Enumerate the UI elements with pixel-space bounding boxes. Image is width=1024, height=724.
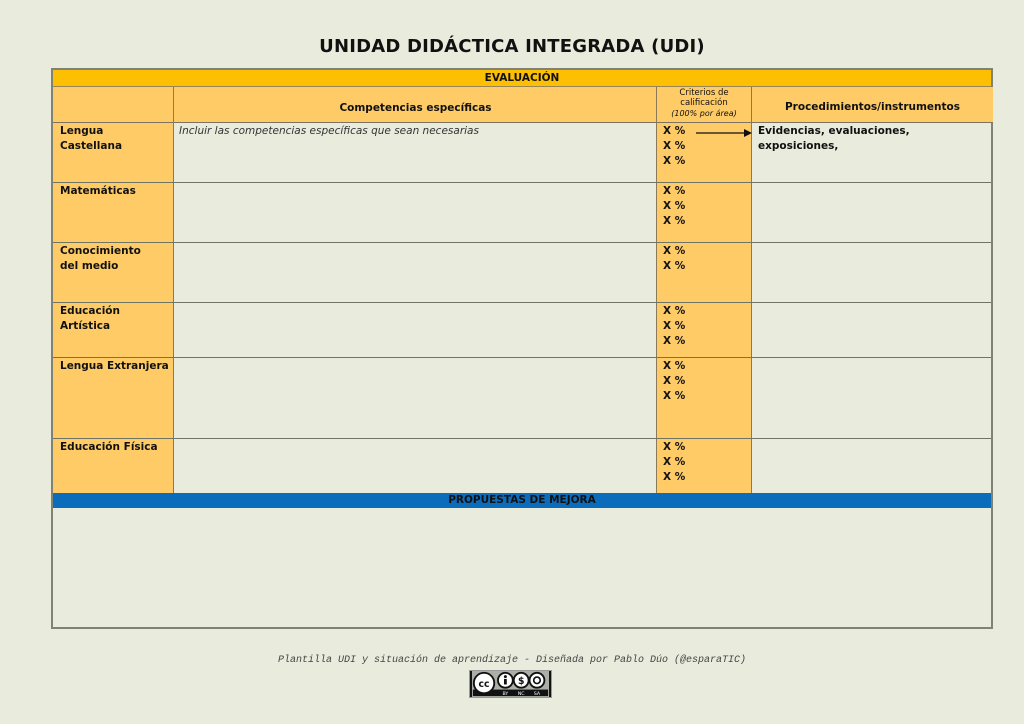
improvements-area[interactable] [53,508,991,627]
header-subject-cell [53,87,173,123]
footer-credit: Plantilla UDI y situación de aprendizaje - Diseñada por Pablo Dúo (@esparaTIC) [277,655,747,666]
criteria-cell[interactable]: X % X % [663,245,686,272]
criteria-cell[interactable]: X % X % X % [663,185,686,227]
header-criteria-line2: calificación [680,98,728,108]
subject-educacion-fisica[interactable]: Educación Física [60,441,158,453]
subject-educacion-artistica[interactable]: Educación Artística [60,305,120,332]
subject-matematicas[interactable]: Matemáticas [60,185,136,197]
subject-conocimiento-del-medio[interactable]: Conocimiento del medio [60,245,141,272]
svg-text:$: $ [517,676,525,687]
competencies-input[interactable]: Incluir las competencias específicas que sean necesarias [179,125,479,137]
svg-text:cc: cc [478,678,490,690]
header-competencies-cell [174,87,657,123]
column-divider [173,87,174,493]
header-competencies: Competencias específicas [339,102,492,114]
criteria-cell[interactable]: X % X % X % [663,360,686,402]
column-divider [656,87,657,493]
svg-text:NC: NC [517,692,525,698]
row-divider [53,182,991,183]
column-divider [751,87,752,493]
header-procedures: Procedimientos/instrumentos [784,101,961,113]
svg-text:BY: BY [502,692,509,698]
header-criteria-cell [657,87,751,123]
criteria-cell[interactable]: X % X % X % [663,305,686,347]
row-divider [53,242,991,243]
evaluation-table [51,68,993,629]
row-divider [53,357,991,358]
row-divider [53,302,991,303]
page-title: UNIDAD DIDÁCTICA INTEGRADA (UDI) [319,36,705,57]
header-criteria-line1: Criterios de [679,88,729,98]
header-criteria-note: (100% por área) [671,109,737,118]
svg-text:SA: SA [533,692,541,698]
evaluation-band: EVALUACIÓN [53,70,991,87]
arrow-right-icon [696,129,752,137]
header-procedures-cell [752,87,993,123]
improvements-band: PROPUESTAS DE MEJORA [53,493,991,508]
subject-lengua-extranjera[interactable]: Lengua Extranjera [60,360,169,372]
criteria-cell[interactable]: X % X % X % [663,441,686,483]
row-divider [53,438,991,439]
criteria-cell[interactable]: X % X % X % [663,125,686,167]
subject-lengua-castellana[interactable]: Lengua Castellana [60,125,123,152]
cc-by-nc-sa-icon [469,670,552,698]
procedures-cell[interactable]: Evidencias, evaluaciones, exposiciones, [758,125,910,152]
